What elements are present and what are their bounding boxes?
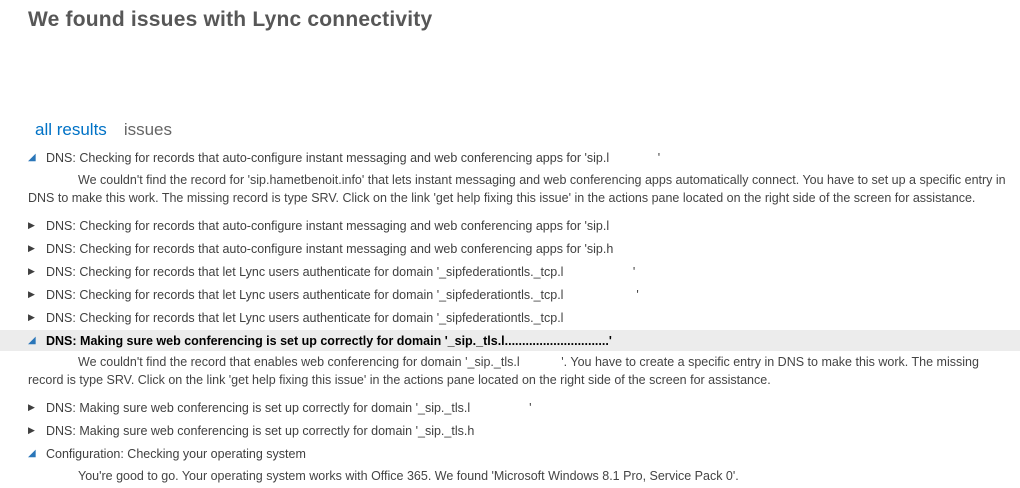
expanded-triangle-icon[interactable]: ◢ — [28, 334, 36, 346]
result-row-label: DNS: Making sure web conferencing is set up correctly for domain '_sip._tls.l ' — [46, 400, 532, 415]
collapsed-triangle-icon[interactable]: ▶ — [28, 220, 35, 230]
result-row-label: DNS: Checking for records that auto-configure instant messaging and web conferencing apps for 'sip.h — [46, 241, 614, 256]
result-row-dns-autoconfig-2[interactable] — [0, 214, 1020, 237]
result-row-label: DNS: Checking for records that let Lync users authenticate for domain '_sipfederationtls._tcp.l — [46, 310, 564, 325]
expanded-triangle-icon[interactable]: ◢ — [28, 447, 36, 459]
result-row-configuration-os[interactable] — [0, 442, 1020, 465]
collapsed-triangle-icon[interactable]: ▶ — [28, 289, 35, 299]
collapsed-triangle-icon[interactable]: ▶ — [28, 402, 35, 412]
result-row-dns-autoconfig-1[interactable] — [0, 146, 1020, 169]
tab-bar — [35, 120, 189, 140]
result-detail-configuration-os: You're good to go. Your operating system works with Office 365. We found 'Microsoft Windows 8.1 Pro, Service Pack 0'. — [78, 469, 739, 483]
result-row-dns-authenticate-2[interactable] — [0, 283, 1020, 306]
result-row-label: DNS: Making sure web conferencing is set up correctly for domain '_sip._tls.l..............................' — [46, 333, 612, 348]
result-row-label: Configuration: Checking your operating system — [46, 446, 306, 461]
collapsed-triangle-icon[interactable]: ▶ — [28, 266, 35, 276]
page-title: We found issues with Lync connectivity — [28, 8, 433, 31]
results-list — [0, 146, 1020, 488]
result-detail-dns-webconf: We couldn't find the record that enables web conferencing for domain '_sip._tls.l '. You have to create a specific entry in DNS to make this work. The missing record is type SRV. Click on the link 'get help fixing this issue' in the actions pane located on the right side of the screen for assistance. — [28, 355, 983, 387]
collapsed-triangle-icon[interactable]: ▶ — [28, 425, 35, 435]
result-row-label: DNS: Checking for records that auto-configure instant messaging and web conferencing apps for 'sip.l ' — [46, 150, 661, 165]
result-row-dns-authenticate-1[interactable] — [0, 260, 1020, 283]
result-row-dns-webconf-2[interactable] — [0, 396, 1020, 419]
result-row-label: DNS: Checking for records that let Lync users authenticate for domain '_sipfederationtls._tcp.l ' — [46, 264, 636, 279]
result-row-dns-authenticate-3[interactable] — [0, 306, 1020, 329]
collapsed-triangle-icon[interactable]: ▶ — [28, 312, 35, 322]
tab-all-results[interactable]: all results — [35, 120, 107, 139]
result-row-dns-webconf-selected[interactable] — [0, 330, 1020, 351]
collapsed-triangle-icon[interactable]: ▶ — [28, 243, 35, 253]
result-row-label: DNS: Making sure web conferencing is set up correctly for domain '_sip._tls.h — [46, 423, 475, 438]
result-row-dns-autoconfig-3[interactable] — [0, 237, 1020, 260]
result-detail-dns-autoconfig-1: We couldn't find the record for 'sip.hametbenoit.info' that lets instant messaging and web conferencing apps automatically connect. You have to set up a specific entry in DNS to make this work. The missing record is type SRV. Click on the link 'get help fixing this issue' in the actions pane located on the right side of the screen for assistance. — [28, 173, 1010, 205]
result-row-dns-webconf-3[interactable] — [0, 419, 1020, 442]
result-row-label: DNS: Checking for records that let Lync users authenticate for domain '_sipfederationtls._tcp.l ' — [46, 287, 639, 302]
expanded-triangle-icon[interactable]: ◢ — [28, 151, 36, 163]
result-row-label: DNS: Checking for records that auto-configure instant messaging and web conferencing apps for 'sip.l — [46, 218, 610, 233]
tab-issues[interactable]: issues — [123, 120, 172, 139]
